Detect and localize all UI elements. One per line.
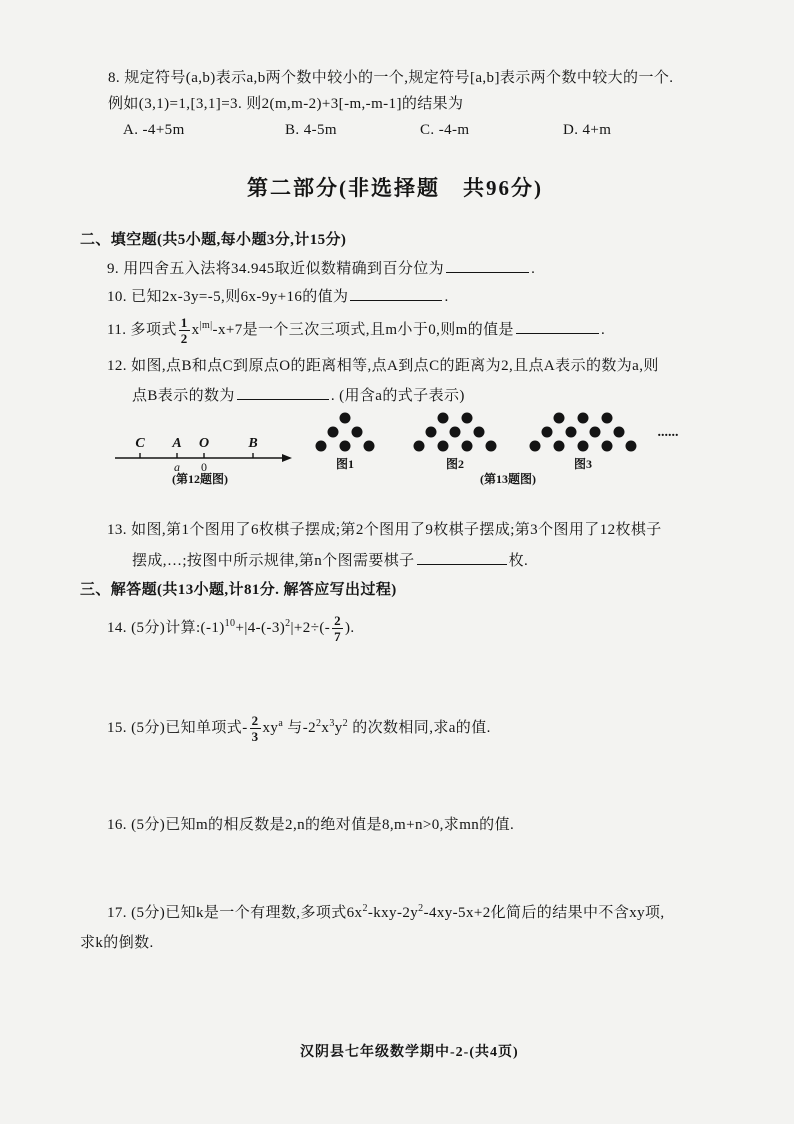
page-footer: 汉阴县七年级数学期中-2-(共4页) xyxy=(300,1045,519,1060)
exponent: 10 xyxy=(224,618,236,629)
point-label-o: O xyxy=(198,436,210,451)
variable: y xyxy=(334,720,343,736)
ellipsis: ...... xyxy=(657,425,679,440)
chess-piece xyxy=(340,441,351,452)
chess-piece xyxy=(450,427,461,438)
option-c: C. -4-m xyxy=(420,122,470,138)
answer-section-title: 三、解答题(共13小题,计81分. 解答应写出过程) xyxy=(80,582,397,598)
option-a: A. -4+5m xyxy=(123,122,185,138)
exponent: |m| xyxy=(199,320,213,331)
question-15-post: 的次数相同,求a的值. xyxy=(348,720,491,736)
question-14 xyxy=(107,611,355,645)
chess-piece-figures xyxy=(316,413,679,487)
chess-piece xyxy=(530,441,541,452)
chess-piece xyxy=(426,427,437,438)
answer-blank xyxy=(516,319,599,334)
exponent: 2 xyxy=(362,903,368,914)
question-8-line1: 8. 规定符号(a,b)表示a,b两个数中较小的一个,规定符号[a,b]表示两个数中较大的一个. xyxy=(108,70,674,86)
fraction xyxy=(332,613,343,644)
exponent: 2 xyxy=(418,903,424,914)
question-9-text: 9. 用四舍五入法将34.945取近似数精确到百分位为 xyxy=(107,261,445,277)
option-d: D. 4+m xyxy=(563,122,612,138)
question-17-line2: 求k的倒数. xyxy=(80,935,154,951)
option-b: B. 4-5m xyxy=(285,122,337,138)
question-12-line2-pre: 点B表示的数为 xyxy=(132,388,235,404)
fraction-denominator: 7 xyxy=(334,629,342,645)
chess-piece xyxy=(438,441,449,452)
question-11-end: . xyxy=(600,322,606,338)
question-12-line1: 12. 如图,点B和点C到原点O的距离相等,点A到点C的距离为2,且点A表示的数为a,则 xyxy=(107,358,659,374)
question-17-pre: 17. (5分)已知k是一个有理数,多项式6x xyxy=(107,905,363,921)
chess-piece xyxy=(328,427,339,438)
question-17-mid: -kxy-2y xyxy=(367,905,419,921)
chess-piece xyxy=(438,413,449,424)
question-11-pre: 11. 多项式 xyxy=(107,322,177,338)
variable: x xyxy=(321,720,330,736)
exponent: 2 xyxy=(342,718,349,729)
exponent: 3 xyxy=(329,718,335,729)
chess-piece xyxy=(340,413,351,424)
question-9 xyxy=(107,258,535,279)
chess-piece xyxy=(462,413,473,424)
question-13-line1: 13. 如图,第1个图用了6枚棋子摆成;第2个图用了9枚棋子摆成;第3个图用了12枚棋子 xyxy=(107,522,662,538)
chess-piece xyxy=(626,441,637,452)
chess-piece xyxy=(566,427,577,438)
question-13-line2-pre: 摆成,…;按图中所示规律,第n个图需要棋子 xyxy=(132,553,415,569)
chess-piece xyxy=(578,413,589,424)
figure-2-pieces xyxy=(414,413,497,452)
question-14-mid: +|4-(-3) xyxy=(235,620,286,636)
value-label-a: a xyxy=(174,460,180,474)
chess-piece xyxy=(414,441,425,452)
variable: xy xyxy=(262,720,279,736)
arrow-head-icon xyxy=(282,454,292,462)
chess-piece xyxy=(486,441,497,452)
fraction xyxy=(179,315,190,346)
chess-piece xyxy=(578,441,589,452)
figure-12-caption: (第12题图) xyxy=(172,472,228,486)
question-17-line1 xyxy=(107,903,665,923)
question-10 xyxy=(107,286,449,307)
answer-blank xyxy=(417,550,507,565)
question-12-line2-post: . (用含a的式子表示) xyxy=(330,388,465,404)
chess-piece xyxy=(554,413,565,424)
chess-piece xyxy=(602,441,613,452)
question-15-pre: 15. (5分)已知单项式- xyxy=(107,720,248,736)
point-label-c: C xyxy=(135,436,145,451)
question-10-end: . xyxy=(444,289,449,305)
answer-blank xyxy=(446,258,529,273)
chess-piece xyxy=(614,427,625,438)
figure-3-label: 图3 xyxy=(573,457,593,471)
fraction-numerator: 2 xyxy=(334,613,342,629)
question-8-line2: 例如(3,1)=1,[3,1]=3. 则2(m,m-2)+3[-m,-m-1]的结果为 xyxy=(108,96,464,112)
exponent: a xyxy=(278,718,284,729)
chess-piece xyxy=(462,441,473,452)
question-14-post: ). xyxy=(345,620,355,636)
question-9-end: . xyxy=(531,261,536,277)
question-14-mid2: |+2÷(- xyxy=(290,620,331,636)
point-label-b: B xyxy=(248,436,258,451)
question-10-text: 10. 已知2x-3y=-5,则6x-9y+16的值为 xyxy=(107,289,349,305)
chess-piece xyxy=(474,427,485,438)
chess-piece xyxy=(316,441,327,452)
question-14-pre: 14. (5分)计算:(-1) xyxy=(107,620,225,636)
question-13-line2 xyxy=(132,550,528,571)
question-11-post: -x+7是一个三次三项式,且m小于0,则m的值是 xyxy=(212,322,514,338)
answer-blank xyxy=(237,385,329,400)
figure-1-pieces xyxy=(316,413,375,452)
fraction-numerator: 1 xyxy=(180,315,188,331)
fill-in-section-title: 二、填空题(共5小题,每小题3分,计15分) xyxy=(80,232,347,248)
figures-panel xyxy=(100,400,740,490)
figure-13-caption: (第13题图) xyxy=(480,472,536,486)
chess-piece xyxy=(590,427,601,438)
chess-piece xyxy=(352,427,363,438)
question-15-mid: 与-2 xyxy=(283,720,317,736)
number-line-figure xyxy=(115,436,292,486)
figure-1-label: 图1 xyxy=(335,457,355,471)
chess-piece xyxy=(602,413,613,424)
question-17-post: -4xy-5x+2化简后的结果中不含xy项, xyxy=(423,905,665,921)
fraction-denominator: 2 xyxy=(180,331,188,347)
answer-blank xyxy=(350,286,442,301)
exponent: 2 xyxy=(316,718,322,729)
variable: x xyxy=(191,322,200,338)
question-11 xyxy=(107,313,605,347)
question-13-line2-post: 枚. xyxy=(508,553,529,569)
value-label-zero: 0 xyxy=(201,460,207,474)
fraction-numerator: 2 xyxy=(251,713,259,729)
chess-piece xyxy=(542,427,553,438)
question-16: 16. (5分)已知m的相反数是2,n的绝对值是8,m+n>0,求mn的值. xyxy=(107,817,515,833)
chess-piece xyxy=(554,441,565,452)
question-15 xyxy=(107,711,491,745)
fraction xyxy=(250,713,261,744)
exponent: 2 xyxy=(285,618,291,629)
part-two-heading: 第二部分(非选择题 共96分) xyxy=(247,176,543,200)
point-label-a: A xyxy=(172,436,182,451)
chess-piece xyxy=(364,441,375,452)
figure-3-pieces xyxy=(530,413,637,452)
figure-2-label: 图2 xyxy=(445,457,465,471)
fraction-denominator: 3 xyxy=(251,729,259,745)
